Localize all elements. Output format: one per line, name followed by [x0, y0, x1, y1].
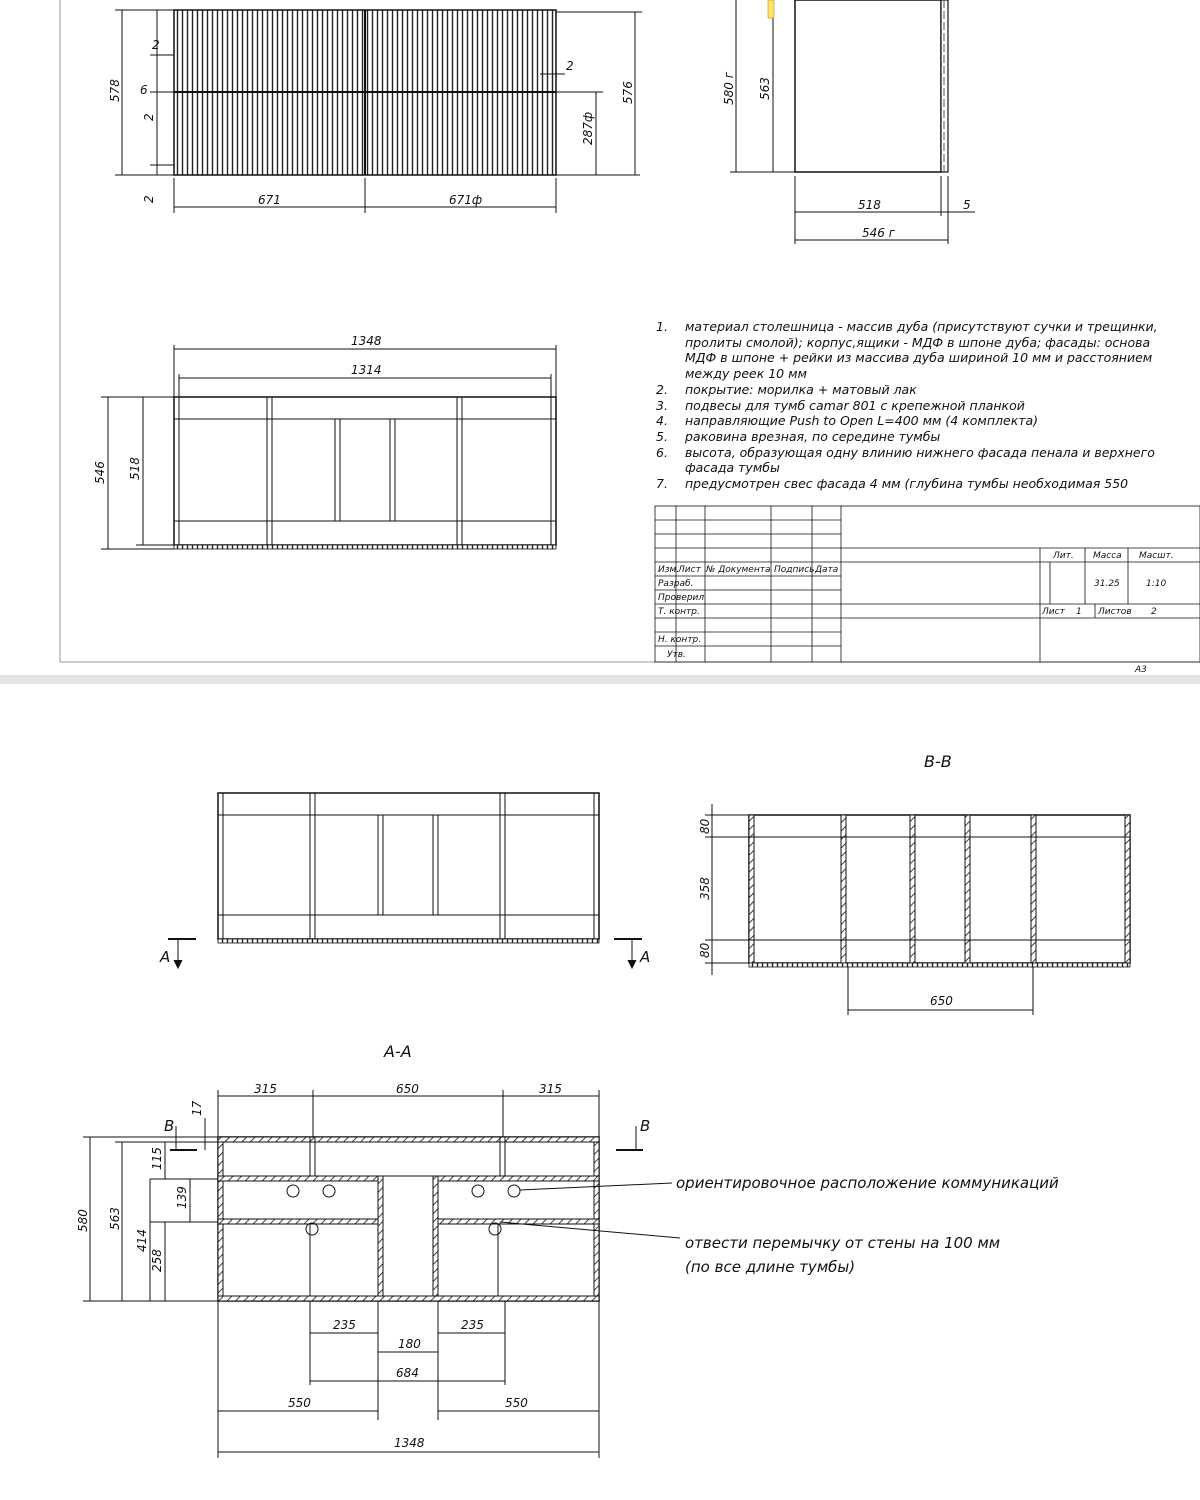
dim-650-bb: 650 — [930, 994, 953, 1008]
dim-80-top: 80 — [698, 818, 712, 834]
dim-563-aa: 563 — [108, 1207, 122, 1230]
svg-text:Листов: Листов — [1098, 607, 1132, 617]
dim-550-left: 550 — [288, 1396, 311, 1410]
drawing-sheet-2 — [0, 684, 1200, 1500]
drawing-sheet-1 — [0, 0, 1200, 675]
dim-180: 180 — [398, 1337, 421, 1351]
svg-text:№ Документа: № Документа — [706, 565, 771, 575]
dim-1348-aa: 1348 — [394, 1436, 425, 1450]
annotation-crossbar: отвести перемычку от стены на 100 мм — [685, 1234, 1001, 1252]
dim-576: 576 — [621, 81, 635, 104]
section-aa-title: А-А — [384, 1042, 412, 1061]
note-num: 3. — [656, 398, 668, 413]
dim-671-left: 671 — [258, 193, 281, 207]
dim-546-plan: 546 — [93, 461, 107, 484]
note-line: покрытие: морилка + матовый лак — [685, 382, 917, 397]
svg-text:Н. контр.: Н. контр. — [658, 635, 702, 645]
dim-671-right: 671ф — [449, 193, 483, 207]
note-line: материал столешница - массив дуба (присутствуют сучки и трещинки, — [685, 319, 1158, 334]
note-num: 6. — [656, 445, 668, 460]
dim-17: 17 — [190, 1100, 204, 1116]
dim-650-aa: 650 — [396, 1082, 419, 1096]
dim-1348-plan: 1348 — [351, 334, 382, 348]
dim-6: 6 — [140, 83, 148, 97]
dim-2-mid: 2 — [142, 113, 156, 121]
elevation-view — [168, 793, 642, 968]
svg-text:Лит.: Лит. — [1053, 551, 1074, 561]
svg-text:1:10: 1:10 — [1146, 579, 1167, 589]
dim-518-side: 518 — [858, 198, 881, 212]
note-line: высота, образующая одну влинию нижнего фасада пенала и верхнего — [685, 445, 1155, 460]
note-line: пролиты смолой); корпус,ящики - МДФ в шпоне дуба; фасады: основа — [685, 335, 1151, 350]
dim-684: 684 — [396, 1366, 419, 1380]
note-line: раковина врезная, по середине тумбы — [685, 429, 941, 444]
dim-550-right: 550 — [505, 1396, 528, 1410]
dim-414: 414 — [135, 1229, 149, 1252]
svg-text:31.25: 31.25 — [1094, 579, 1120, 589]
notes-list — [656, 319, 1158, 491]
svg-text:Лист: Лист — [678, 565, 701, 575]
dim-563-side: 563 — [758, 77, 772, 100]
annotation-crossbar-2: (по все длине тумбы) — [685, 1258, 856, 1276]
note-num: 1. — [656, 319, 668, 334]
note-line: направляющие Push to Open L=400 мм (4 комплекта) — [685, 413, 1039, 428]
note-line: фасада тумбы — [685, 460, 780, 475]
svg-text:Проверил: Проверил — [658, 593, 705, 603]
dim-546-side: 546 г — [862, 226, 896, 240]
svg-text:Масса: Масса — [1093, 551, 1122, 561]
note-num: 4. — [656, 413, 668, 428]
dim-518-plan: 518 — [128, 457, 142, 480]
note-line: МДФ в шпоне + рейки из массива дуба шириной 10 мм и расстоянием — [685, 350, 1153, 365]
note-num: 2. — [656, 382, 668, 397]
dim-258: 258 — [150, 1249, 164, 1272]
svg-text:Подпись: Подпись — [774, 565, 815, 575]
svg-text:Дата: Дата — [815, 565, 839, 575]
note-num: 7. — [656, 476, 668, 491]
svg-text:Масшт.: Масшт. — [1139, 551, 1174, 561]
cut-label-b-right: В — [640, 1117, 651, 1135]
svg-text:А3: А3 — [1135, 665, 1147, 675]
svg-text:Изм.: Изм. — [658, 565, 680, 575]
dim-5-side: 5 — [963, 198, 971, 212]
cut-label-a-right: А — [640, 948, 651, 966]
plan-view — [101, 345, 556, 549]
dim-80-bottom: 80 — [698, 942, 712, 958]
dim-578: 578 — [108, 79, 122, 102]
section-bb-title: В-В — [924, 752, 952, 771]
dim-2-right: 2 — [566, 59, 574, 73]
dim-2-top: 2 — [152, 38, 160, 52]
svg-text:2: 2 — [1151, 607, 1157, 617]
dim-580-aa: 580 — [76, 1209, 90, 1232]
note-num: 5. — [656, 429, 668, 444]
section-bb-view — [705, 804, 1130, 1015]
dim-115: 115 — [150, 1147, 164, 1170]
svg-text:Утв.: Утв. — [667, 650, 686, 660]
dim-287: 287ф — [581, 111, 595, 145]
sheet2-drawing — [0, 684, 1200, 1500]
annotation-communications: ориентировочное расположение коммуникаций — [676, 1174, 1059, 1192]
section-aa-view — [83, 1090, 680, 1458]
note-line: подвесы для тумб camar 801 с крепежной планкой — [685, 398, 1025, 413]
dim-235-left: 235 — [333, 1318, 356, 1332]
dim-358: 358 — [698, 877, 712, 900]
cut-label-b-left: В — [164, 1117, 175, 1135]
dim-315-left: 315 — [254, 1082, 277, 1096]
sheet1-drawing — [0, 0, 1200, 675]
front-view — [115, 10, 642, 213]
svg-text:Разраб.: Разраб. — [658, 579, 694, 589]
note-line: предусмотрен свес фасада 4 мм (глубина тумбы необходимая 550 — [685, 476, 1129, 491]
dim-580-side: 580 г — [722, 71, 736, 105]
dim-1314-plan: 1314 — [351, 363, 382, 377]
dim-2-bottom: 2 — [142, 195, 156, 203]
dim-315-right: 315 — [539, 1082, 562, 1096]
note-line: между реек 10 мм — [685, 366, 807, 381]
title-block-text — [658, 551, 1174, 675]
dim-235-right: 235 — [461, 1318, 484, 1332]
svg-text:1: 1 — [1076, 607, 1082, 617]
cut-label-a-left: А — [160, 948, 171, 966]
svg-text:Лист: Лист — [1042, 607, 1065, 617]
svg-text:Т. контр.: Т. контр. — [658, 607, 700, 617]
side-view — [730, 0, 975, 244]
dim-139: 139 — [175, 1186, 189, 1209]
sheet-divider — [0, 675, 1200, 684]
